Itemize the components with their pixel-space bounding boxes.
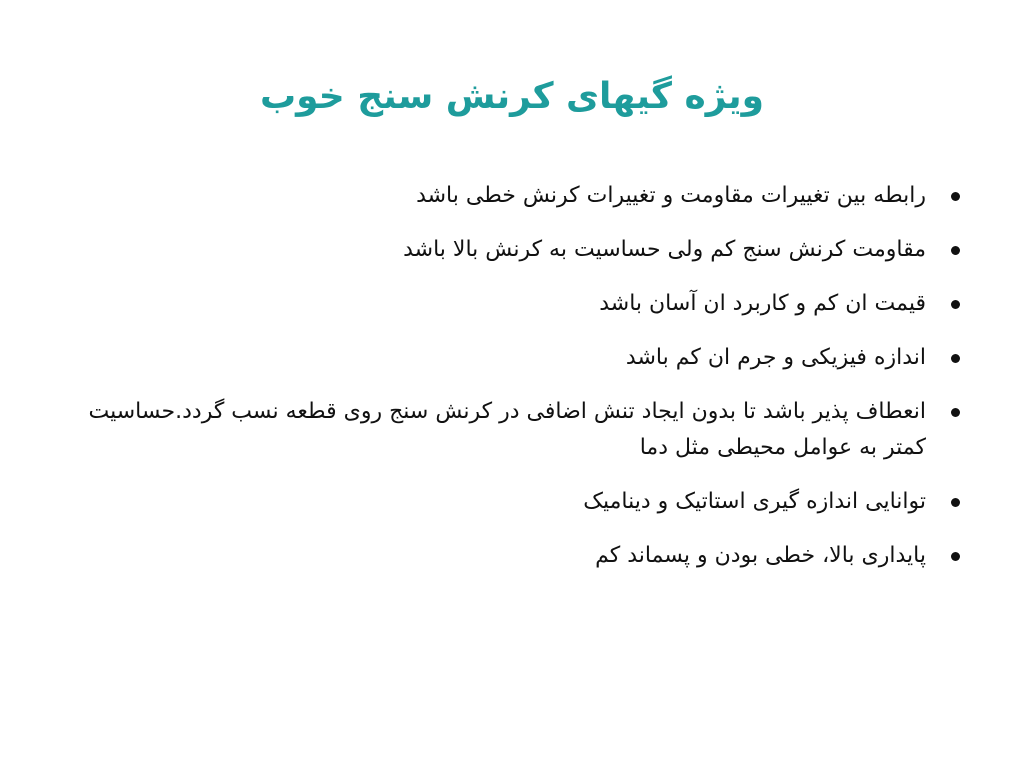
bullet-marker bbox=[951, 408, 960, 417]
bullet-text: مقاومت کرنش سنج کم ولی حساسیت به کرنش بالا باشد bbox=[403, 237, 926, 262]
bullet-text: انعطاف پذیر باشد تا بدون ایجاد تنش اضافی در کرنش سنج روی قطعه نسب گردد.حساسیت کمتر به عوامل محیطی مثل دما bbox=[88, 399, 926, 460]
bullet-marker bbox=[951, 246, 960, 255]
bullet-item-1 bbox=[76, 178, 960, 214]
bullet-list bbox=[76, 178, 960, 592]
bullet-text: پایداری بالا، خطی بودن و پسماند کم bbox=[595, 543, 926, 568]
bullet-item-2 bbox=[76, 232, 960, 268]
bullet-marker bbox=[951, 354, 960, 363]
bullet-marker bbox=[951, 552, 960, 561]
bullet-marker bbox=[951, 300, 960, 309]
bullet-item-4 bbox=[76, 340, 960, 376]
slide-title: ویژه گیهای کرنش سنج خوب bbox=[259, 76, 765, 117]
bullet-item-3 bbox=[76, 286, 960, 322]
bullet-item-7 bbox=[76, 538, 960, 574]
bullet-text: اندازه فیزیکی و جرم ان کم باشد bbox=[625, 345, 926, 370]
bullet-marker bbox=[951, 192, 960, 201]
bullet-marker bbox=[951, 498, 960, 507]
bullet-item-6 bbox=[76, 484, 960, 520]
bullet-item-5 bbox=[76, 394, 960, 466]
bullet-text: قیمت ان کم و کاربرد ان آسان باشد bbox=[599, 291, 926, 316]
bullet-text: توانایی اندازه گیری استاتیک و دینامیک bbox=[583, 489, 926, 514]
bullet-text: رابطه بین تغییرات مقاومت و تغییرات کرنش خطی باشد bbox=[416, 183, 926, 208]
